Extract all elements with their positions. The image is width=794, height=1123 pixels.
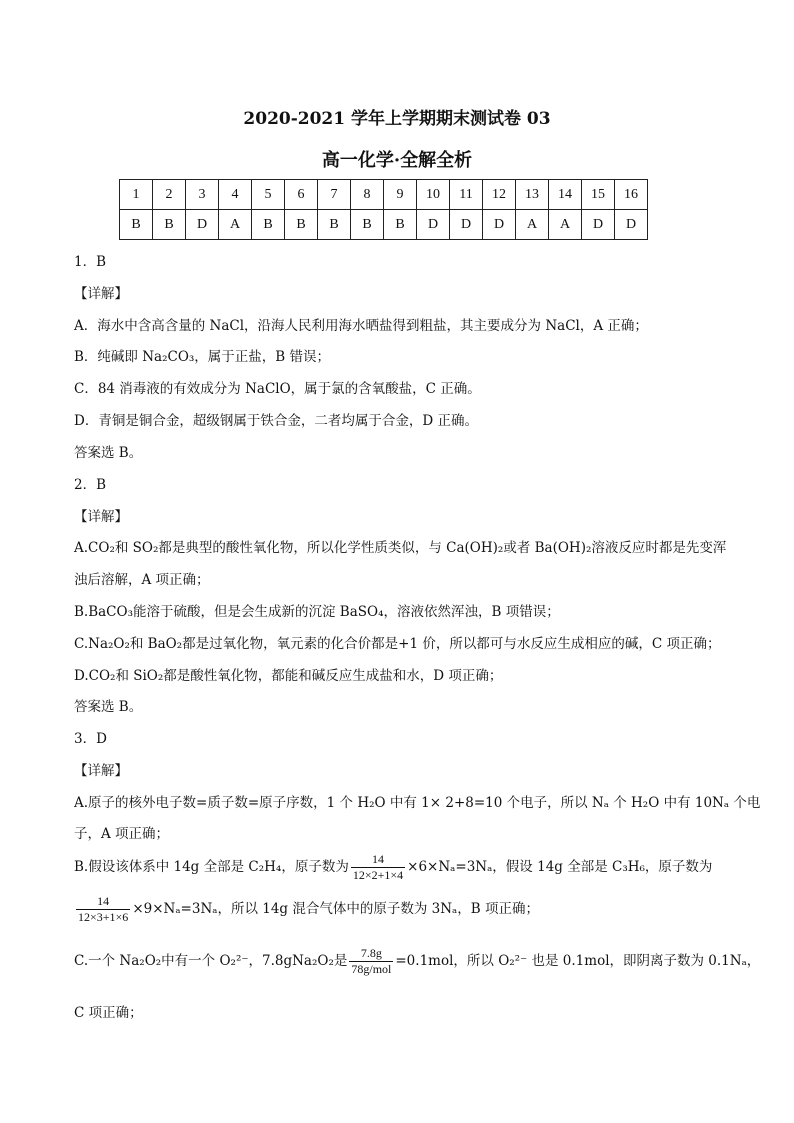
option-b-text-end: ×9×Nₐ=3Nₐ，所以 14g 混合气体中的原子数为 3Nₐ，B 项正确； — [132, 901, 539, 917]
question-number: 3 — [186, 180, 219, 210]
answer-cell: D — [417, 210, 450, 240]
question-number: 16 — [615, 180, 648, 210]
question-number: 12 — [483, 180, 516, 210]
question-2-option-c: C.Na₂O₂和 BaO₂都是过氧化物，氧元素的化合价都是+1 价，所以都可与水反应生成相应的碱，C 项正确； — [74, 636, 721, 652]
fraction-numerator: 14 — [76, 894, 130, 910]
question-number: 7 — [318, 180, 351, 210]
fraction-denominator: 12×3+1×6 — [78, 910, 129, 924]
question-number: 8 — [351, 180, 384, 210]
question-number: 9 — [384, 180, 417, 210]
question-2-option-a-line1: A.CO₂和 SO₂都是典型的酸性氧化物，所以化学性质类似，与 Ca(OH)₂或者 Ba(OH)₂溶液反应时都是先变浑 — [74, 540, 727, 556]
question-2-answer: 答案选 B。 — [74, 699, 143, 715]
answer-cell: D — [186, 210, 219, 240]
question-3-option-a-line2: 子，A 项正确； — [74, 826, 170, 842]
option-b-text-start: B.假设该体系中 14g 全部是 C₂H₄，原子数为 — [74, 859, 349, 875]
fraction-numerator: 7.8g — [349, 946, 393, 962]
answer-cell: D — [483, 210, 516, 240]
answer-table — [119, 179, 648, 240]
question-3-option-b-line2 — [74, 894, 539, 925]
question-number: 1 — [120, 180, 153, 210]
answer-cell: A — [549, 210, 582, 240]
question-1-answer: 答案选 B。 — [74, 445, 143, 461]
question-2-detail-label: 【详解】 — [74, 509, 128, 525]
question-3-option-a-line1: A.原子的核外电子数=质子数=原子序数，1 个 H₂O 中有 1× 2+8=10 个电子，所以 Nₐ 个 H₂O 中有 10Nₐ 个电 — [74, 795, 761, 811]
answer-cell: B — [252, 210, 285, 240]
question-number: 14 — [549, 180, 582, 210]
answer-cell: D — [450, 210, 483, 240]
question-2-heading: 2．B — [74, 477, 107, 493]
answer-cell: B — [384, 210, 417, 240]
fraction — [76, 894, 130, 925]
question-number: 11 — [450, 180, 483, 210]
question-number: 10 — [417, 180, 450, 210]
answer-cell: D — [615, 210, 648, 240]
answer-cell: A — [219, 210, 252, 240]
question-number: 6 — [285, 180, 318, 210]
answer-table-answer-row — [120, 210, 648, 240]
question-number: 15 — [582, 180, 615, 210]
fraction-numerator: 14 — [351, 852, 405, 868]
fraction-denominator: 12×2+1×4 — [352, 868, 404, 882]
option-c-text-start: C.一个 Na₂O₂中有一个 O₂²⁻，7.8gNa₂O₂是 — [74, 953, 348, 969]
question-1-option-c: C．84 消毒液的有效成分为 NaClO，属于氯的含氧酸盐，C 正确。 — [74, 381, 481, 397]
fraction — [349, 946, 393, 977]
question-1-option-d: D．青铜是铜合金，超级钢属于铁合金，二者均属于合金，D 正确。 — [74, 413, 478, 429]
answer-cell: D — [582, 210, 615, 240]
question-number: 4 — [219, 180, 252, 210]
question-2-option-a-line2: 浊后溶解，A 项正确； — [74, 572, 210, 588]
question-1-option-b: B．纯碱即 Na₂CO₃，属于正盐，B 错误； — [74, 349, 331, 365]
question-3-heading: 3．D — [74, 731, 107, 747]
question-1-heading: 1．B — [74, 254, 107, 270]
answer-cell: A — [516, 210, 549, 240]
question-1-option-a: A．海水中含高含量的 NaCl，沿海人民利用海水晒盐得到粗盐，其主要成分为 NaCl，A 正确； — [74, 318, 648, 334]
answer-cell: B — [318, 210, 351, 240]
question-2-option-b: B.BaCO₃能溶于硫酸，但是会生成新的沉淀 BaSO₄，溶液依然浑浊，B 项错误； — [74, 604, 560, 620]
question-1-detail-label: 【详解】 — [74, 286, 128, 302]
option-c-text-end: =0.1mol，所以 O₂²⁻ 也是 0.1mol，即阴离子数为 0.1Nₐ， — [395, 953, 761, 969]
question-3-detail-label: 【详解】 — [74, 763, 128, 779]
question-number: 13 — [516, 180, 549, 210]
fraction — [351, 852, 405, 883]
answer-table-number-row — [120, 180, 648, 210]
question-3-option-b-line1 — [74, 852, 712, 883]
page-subtitle: 高一化学·全解全析 — [321, 150, 473, 171]
option-b-text-middle: ×6×Nₐ=3Nₐ，假设 14g 全部是 C₃H₆，原子数为 — [407, 859, 713, 875]
answer-cell: B — [153, 210, 186, 240]
answer-cell: B — [120, 210, 153, 240]
question-number: 2 — [153, 180, 186, 210]
question-3-option-c-line2: C 项正确； — [74, 1005, 143, 1021]
question-3-option-c-line1 — [74, 946, 760, 977]
fraction-denominator: 78g/mol — [351, 962, 392, 976]
question-2-option-d: D.CO₂和 SiO₂都是酸性氧化物，都能和碱反应生成盐和水，D 项正确； — [74, 668, 503, 684]
answer-cell: B — [351, 210, 384, 240]
page-title: 2020-2021 学年上学期期末测试卷 03 — [243, 109, 551, 129]
answer-cell: B — [285, 210, 318, 240]
question-number: 5 — [252, 180, 285, 210]
